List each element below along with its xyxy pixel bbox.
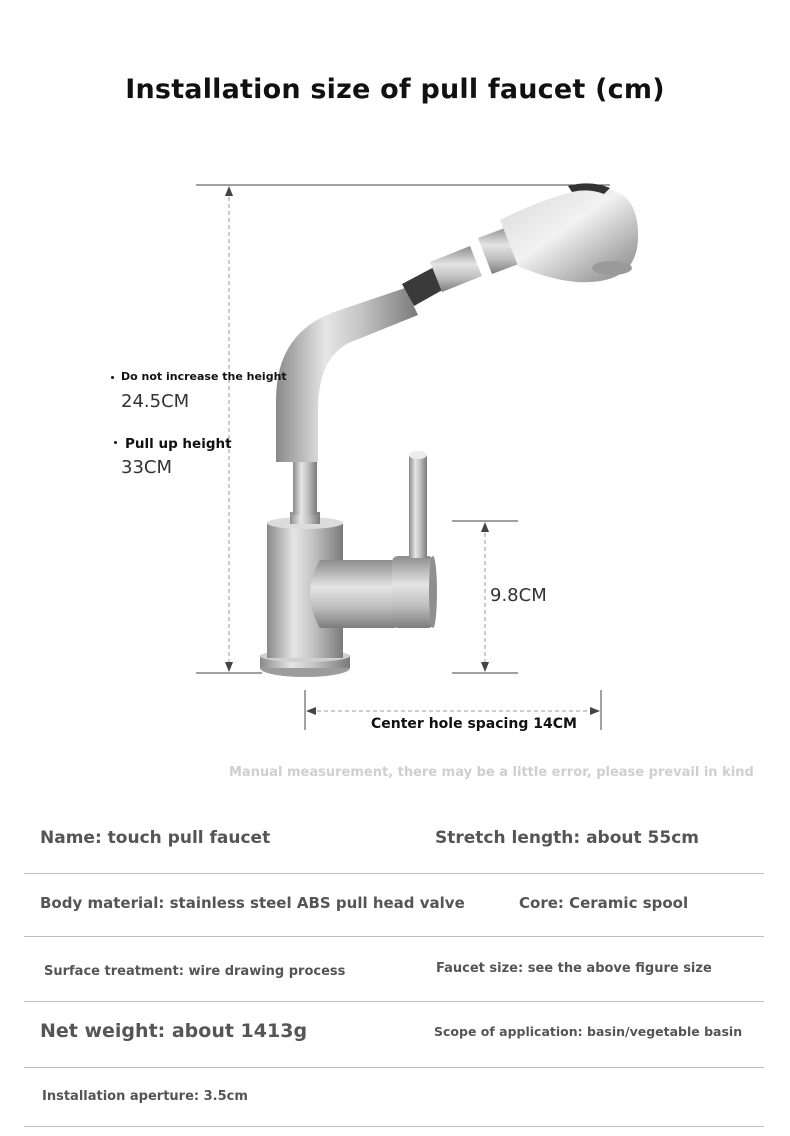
spec-name: Name: touch pull faucet — [40, 828, 271, 848]
divider — [24, 873, 764, 874]
bullet-icon — [114, 441, 117, 444]
pull-up-height-label: Pull up height — [125, 436, 232, 452]
no-increase-height-value: 24.5CM — [121, 391, 190, 412]
divider — [24, 1126, 764, 1127]
center-hole-label: Center hole spacing 14CM — [371, 716, 577, 732]
spec-faucet-size: Faucet size: see the above figure size — [436, 961, 712, 976]
spec-body-material: Body material: stainless steel ABS pull head valve — [40, 894, 465, 912]
spec-stretch-length: Stretch length: about 55cm — [435, 828, 699, 848]
arrow-up-icon — [225, 186, 233, 196]
arrow-up-icon — [481, 522, 489, 532]
arrow-right-icon — [590, 707, 600, 715]
faucet-illustration — [260, 183, 638, 677]
spec-installation-aperture: Installation aperture: 3.5cm — [42, 1089, 248, 1104]
arrow-left-icon — [306, 707, 316, 715]
arrow-down-icon — [481, 662, 489, 672]
pull-up-height-value: 33CM — [121, 457, 173, 478]
bullet-icon — [111, 376, 114, 379]
spec-core: Core: Ceramic spool — [519, 894, 689, 912]
no-increase-height-label: Do not increase the height — [121, 370, 287, 383]
side-height-value: 9.8CM — [490, 585, 547, 606]
spec-scope: Scope of application: basin/vegetable basin — [434, 1024, 743, 1039]
divider — [24, 1001, 764, 1002]
arrow-down-icon — [225, 662, 233, 672]
spec-surface-treatment: Surface treatment: wire drawing process — [44, 964, 346, 979]
page-title: Installation size of pull faucet (cm) — [125, 74, 665, 105]
divider — [24, 1067, 764, 1068]
spec-net-weight: Net weight: about 1413g — [40, 1020, 308, 1042]
divider — [24, 936, 764, 937]
disclaimer-note: Manual measurement, there may be a little error, please prevail in kind — [229, 765, 754, 780]
